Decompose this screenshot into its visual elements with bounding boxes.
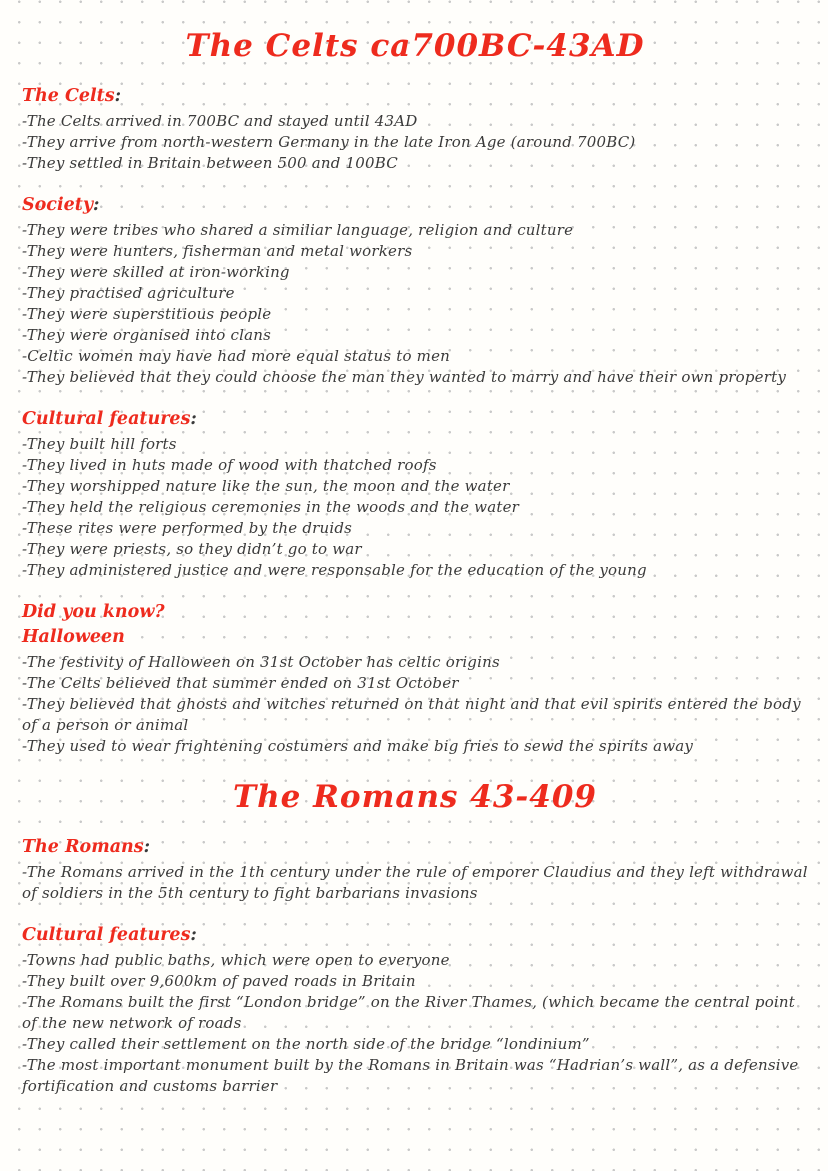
section-heading [22,602,808,624]
note-line: -They held the religious ceremonies in the woods and the water [22,497,520,516]
note-line: -They worshipped nature like the sun, the moon and the water [22,476,510,495]
note-line: -They lived in huts made of wood with thatched roofs [22,455,437,474]
note-line: -They built over 9,600km of paved roads in Britain [22,971,416,990]
note-line: -The most important monument built by the Romans in Britain was “Hadrian’s wall”, as a defensive fortification and customs barrier [22,1055,799,1095]
note-line: -They built hill forts [22,434,177,453]
heading-text: The Romans [22,836,144,857]
section-did-you-know [22,602,808,757]
note-line: -They settled in Britain between 500 and 100BC [22,154,398,173]
note-line: -The Celts believed that summer ended on 31st October [22,673,459,692]
note-line: -They believed that ghosts and witches returned on that night and that evil spirits entered the body of a person or animal [22,694,801,734]
section-heading [22,925,808,947]
note-line: -The Celts arrived in 700BC and stayed until 43AD [22,112,418,131]
note-line: -These rites were performed by the druids [22,518,353,537]
subheading-text: Halloween [22,626,125,647]
section-society [22,195,808,388]
heading-colon: : [93,195,100,216]
section-the-celts [22,86,808,174]
section-cultural-features-celts [22,409,808,581]
note-line: -They were hunters, fisherman and metal workers [22,241,413,260]
note-line: -They were superstitious people [22,304,272,323]
section-subheading [22,627,808,649]
section-heading [22,195,808,217]
celts-title: The Celts ca700BC-43AD [185,28,645,64]
heading-colon: : [190,924,197,945]
section-heading [22,86,808,108]
heading-text: The Celts [22,86,115,107]
heading-colon: : [143,836,151,857]
note-line: -The Romans arrived in the 1th century under the rule of emporer Claudius and they left withdrawal of soldiers in the 5th century to fight barbarians invasions [22,862,808,902]
note-line: -They were priests, so they didn’t go to war [22,539,362,558]
heading-text: Society [22,195,93,216]
section-cultural-features-romans [22,925,808,1097]
romans-title: The Romans 43-409 [233,778,597,815]
note-line: -Celtic women may have had more equal status to men [22,346,451,365]
note-line: -They used to wear frightening costumers and make big fries to sewd the spirits away [22,736,694,755]
note-line: -They practised agriculture [22,283,235,302]
section-heading [22,409,808,431]
section-heading [22,837,808,859]
note-line: -The festivity of Halloween on 31st October has celtic origins [22,652,500,671]
section-the-romans [22,837,808,904]
heading-text: Cultural features [22,924,191,945]
note-line: -Towns had public baths, which were open to everyone [22,950,450,969]
heading-colon: : [190,408,197,429]
heading-text: Cultural features [22,408,191,429]
note-line: -They were organised into clans [22,325,271,344]
note-line: -They called their settlement on the north side of the bridge “londinium” [22,1034,590,1053]
note-line: -They arrive from north-western Germany in the late Iron Age (around 700BC) [22,133,636,152]
note-line: -They believed that they could choose the man they wanted to marry and have their own property [22,367,787,386]
note-line: -They were skilled at iron-working [22,262,290,281]
note-line: -The Romans built the first “London bridge” on the River Thames, (which became the central point of the new network of roads [22,992,796,1032]
note-line: -They administered justice and were responsable for the education of the young [22,560,647,579]
note-line: -They were tribes who shared a similiar language, religion and culture [22,220,574,239]
heading-colon: : [114,86,122,107]
heading-text: Did you know? [22,601,165,622]
